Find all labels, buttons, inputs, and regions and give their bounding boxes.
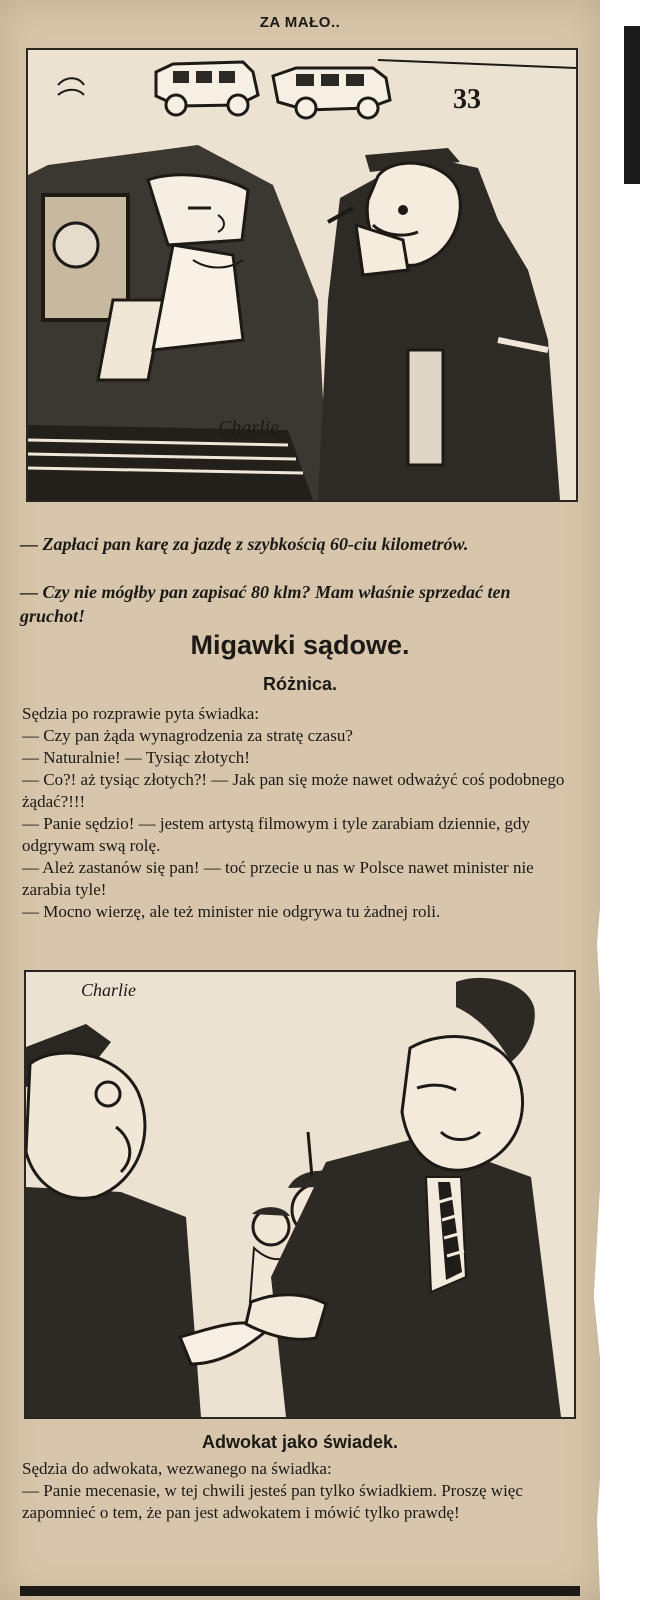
cartoon-police-car xyxy=(26,48,578,502)
caption-line-1: — Zapłaci pan karę za jazdę z szybkością 60-ciu kilometrów. xyxy=(20,534,469,554)
caption-line-2: — Czy nie mógłby pan zapisać 80 klm? Mam właśnie sprzedać ten gruchot! xyxy=(20,582,511,626)
cartoon-signature-2: Charlie xyxy=(81,980,137,1000)
cartoon-courtroom xyxy=(24,970,576,1419)
speed-marks-text: 33 xyxy=(453,84,481,115)
story-text-2: Sędzia do adwokata, wezwanego na świadka: — Panie mecenasie, w tej chwili jesteś pan tylko świadkiem. Proszę więc zapomnieć o tem, że pan jest adwokatem i mówić tylko prawdę! xyxy=(22,1459,523,1522)
bottom-rule xyxy=(20,1586,580,1596)
cartoon-signature: Charlie xyxy=(218,417,280,439)
story-text-1: Sędzia po rozprawie pyta świadka: — Czy pan żąda wynagrodzenia za stratę czasu? — Naturalnie! — Tysiąc złotych! — Co?! aż tysiąc złotych?! — Jak pan się może nawet odważyć coś podobnego żądać?!!! — Panie sędzio! — jestem artystą filmowym i tyle zarabiam dziennie, gdy odgrywam swą rolę. — Ależ zastanów się pan! — toć przecie u nas w Polsce nawet minister nie zarabia tyle! — Mocno wierzę, ale też minister nie odgrywa tu żadnej roli. xyxy=(22,704,565,921)
section-title: Migawki sądowe. xyxy=(190,630,410,660)
dark-edge-strip xyxy=(624,26,640,184)
courtroom-illustration xyxy=(26,972,574,1417)
story-title-2: Adwokat jako świadek. xyxy=(201,1432,399,1452)
police-car-illustration xyxy=(28,50,576,500)
story-title: Różnica. xyxy=(262,674,337,694)
cartoon-title: ZA MAŁO.. xyxy=(259,14,341,31)
